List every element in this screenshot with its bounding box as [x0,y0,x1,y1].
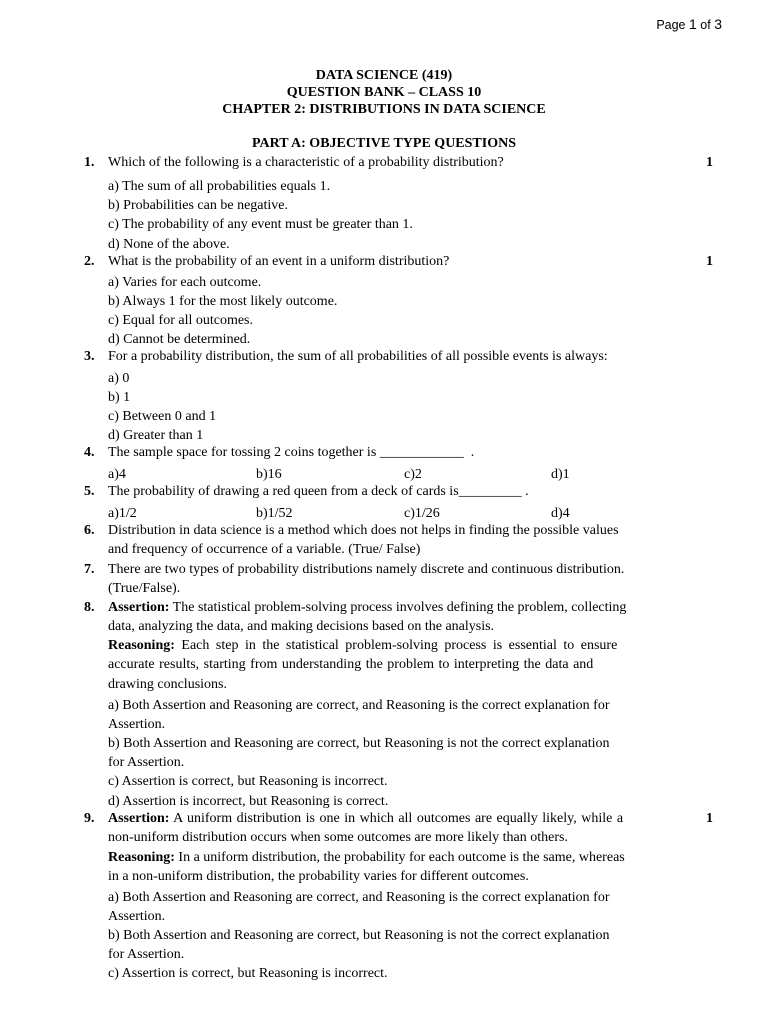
option-d: d) None of the above. [108,237,230,252]
question-text-line: (True/False). [108,581,181,596]
question-number: 9. [84,811,95,826]
option-b-cont: for Assertion. [108,947,185,962]
question-text-line: There are two types of probability distributions namely discrete and continuous distribution. [108,562,625,577]
question-text-line: and frequency of occurrence of a variable. (True/ False) [108,542,421,557]
option-b-cont: for Assertion. [108,755,185,770]
question-text: What is the probability of an event in a uniform distribution? [108,254,450,269]
option-c: c) The probability of any event must be greater than 1. [108,217,413,232]
option-b: b) Always 1 for the most likely outcome. [108,294,338,309]
question-number: 8. [84,600,95,615]
option-d: d)1 [551,467,570,482]
marks: 1 [706,254,713,269]
reasoning-line: in a non-uniform distribution, the probability varies for different outcomes. [108,869,529,884]
option-a-cont: Assertion. [108,717,166,732]
assertion-line: data, analyzing the data, and making decisions based on the analysis. [108,619,495,634]
assertion-line [108,600,685,616]
option-a: a) Both Assertion and Reasoning are correct, and Reasoning is the correct explanation for [108,698,610,713]
question-number: 3. [84,349,95,364]
option-a: a) Both Assertion and Reasoning are correct, and Reasoning is the correct explanation for [108,890,610,905]
option-a: a)1/2 [108,506,137,521]
question-text: The probability of drawing a red queen from a deck of cards is_________ . [108,484,529,499]
option-a: a) 0 [108,371,130,386]
reasoning-text: Each step in the statistical problem-solving process is essential to ensure [174,638,618,653]
option-a-cont: Assertion. [108,909,166,924]
assertion-label: Assertion: [108,811,170,826]
assertion-label: Assertion: [108,600,170,615]
assertion-text: A uniform distribution is one in which all outcomes are equally likely, while a [169,811,624,826]
option-c: c) Assertion is correct, but Reasoning is incorrect. [108,774,388,789]
option-b: b)16 [256,467,282,482]
question-number: 7. [84,562,95,577]
option-b: b) Both Assertion and Reasoning are correct, but Reasoning is not the correct explanation [108,928,610,943]
part-heading: PART A: OBJECTIVE TYPE QUESTIONS [251,136,517,151]
marks: 1 [706,811,713,826]
option-d: d) Assertion is incorrect, but Reasoning is correct. [108,794,389,809]
reasoning-label: Reasoning: [108,850,175,865]
question-number: 6. [84,523,95,538]
reasoning-line: accurate results, starting from understanding the problem to interpreting the data and [108,657,594,672]
option-b: b)1/52 [256,506,293,521]
question-text: For a probability distribution, the sum of all probabilities of all possible events is always: [108,349,608,364]
option-d: d)4 [551,506,570,521]
assertion-line: non-uniform distribution occurs when some outcomes are more likely than others. [108,830,568,845]
reasoning-line [108,850,685,866]
option-c: c)2 [404,467,422,482]
option-a: a) The sum of all probabilities equals 1. [108,179,331,194]
question-number: 5. [84,484,95,499]
reasoning-line [108,638,685,654]
option-b: b) Both Assertion and Reasoning are correct, but Reasoning is not the correct explanation [108,736,610,751]
assertion-line [108,811,685,827]
chapter-title: CHAPTER 2: DISTRIBUTIONS IN DATA SCIENCE [222,102,546,117]
question-number: 2. [84,254,95,269]
question-number: 4. [84,445,95,460]
question-text: Which of the following is a characteristic of a probability distribution? [108,155,504,170]
question-text: The sample space for tossing 2 coins together is ____________ . [108,445,475,460]
option-d: d) Cannot be determined. [108,332,251,347]
doc-subtitle: QUESTION BANK – CLASS 10 [286,85,482,100]
option-c: c)1/26 [404,506,440,521]
option-a: a)4 [108,467,126,482]
marks: 1 [706,155,713,170]
reasoning-line: drawing conclusions. [108,677,227,692]
reasoning-text: In a uniform distribution, the probability for each outcome is the same, whereas [174,850,625,865]
option-c: c) Assertion is correct, but Reasoning is incorrect. [108,966,388,981]
assertion-text: The statistical problem-solving process involves defining the problem, collecting [169,600,627,615]
option-b: b) 1 [108,390,131,405]
reasoning-label: Reasoning: [108,638,175,653]
question-number: 1. [84,155,95,170]
option-c: c) Equal for all outcomes. [108,313,254,328]
option-d: d) Greater than 1 [108,428,204,443]
doc-title: DATA SCIENCE (419) [315,68,453,83]
option-c: c) Between 0 and 1 [108,409,217,424]
option-b: b) Probabilities can be negative. [108,198,288,213]
option-a: a) Varies for each outcome. [108,275,262,290]
page-number: Page 1 of 3 [656,16,722,32]
question-text-line: Distribution in data science is a method which does not helps in finding the possible values [108,523,619,538]
